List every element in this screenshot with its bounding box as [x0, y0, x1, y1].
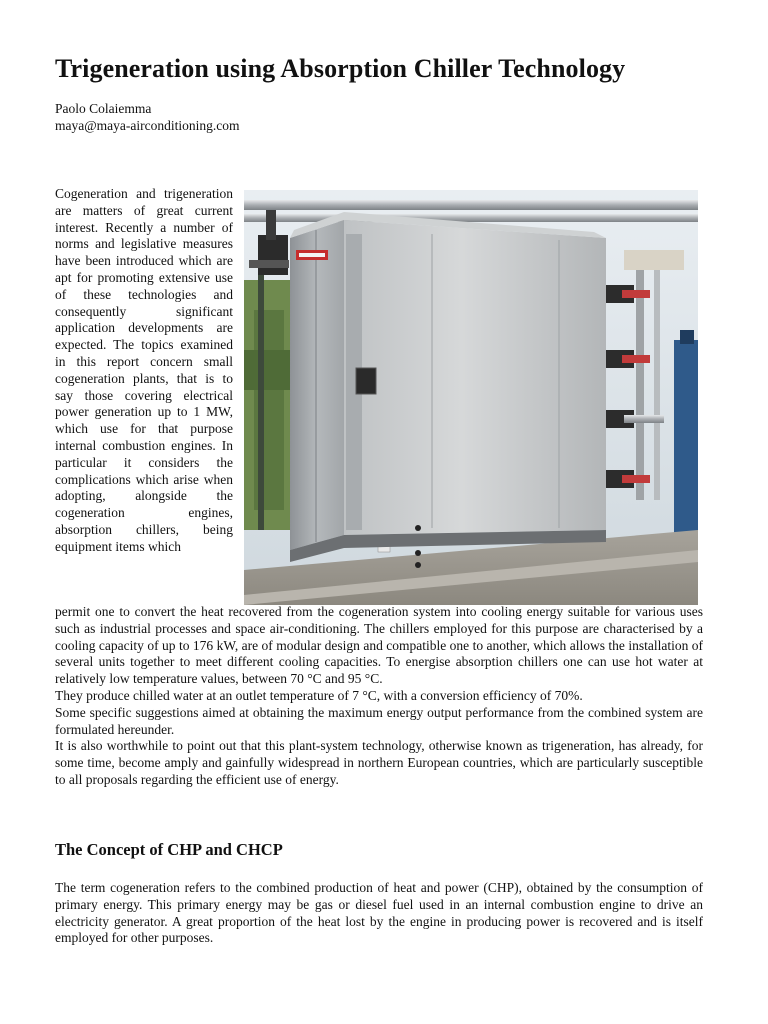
author-block [55, 100, 240, 134]
intro-wrapped-text: Cogeneration and trigeneration are matters of great current interest. Recently a number of norms and legislative measures have been introduced which are apt for promoting extensive use of these technologies and consequently significant application developments are expected. The topics examined in this report concern small cogeneration plants, that is to say those covering electrical power generation up to 1 MW, which use for that purpose internal combustion engines. In particular it considers the complications which arise when adopting, alongside the cogeneration engines, absorption chillers, being equipment items which [55, 186, 233, 554]
document-title: Trigeneration using Absorption Chiller Technology [55, 54, 626, 83]
paragraph: The term cogeneration refers to the combined production of heat and power (CHP), obtained by the consumption of primary energy. This primary energy may be gas or diesel fuel used in an internal combustion engine to drive an electricity generator. A great proportion of the heat lost by the engine in producing power is recovered and is itself employed for other purposes. [55, 880, 703, 946]
section-heading: The Concept of CHP and CHCP [55, 840, 283, 859]
section-body [55, 880, 703, 947]
author-email[interactable]: maya@maya-airconditioning.com [55, 118, 240, 133]
paragraph: It is also worthwhile to point out that this plant-system technology, otherwise known as trigeneration, has already, for some time, become amply and gainfully widespread in northern European countries, which are particularly susceptible to all proposals regarding the efficient use of energy. [55, 738, 703, 787]
paragraph: They produce chilled water at an outlet temperature of 7 °C, with a conversion efficiency of 70%. [55, 687, 583, 703]
paragraph: Some specific suggestions aimed at obtaining the maximum energy output performance from the combined system are formulated hereunder. [55, 704, 703, 737]
intro-continuation [55, 604, 703, 789]
paragraph: permit one to convert the heat recovered from the cogeneration system into cooling energy suitable for various uses such as industrial processes and space air-conditioning. The chillers employed for this purpose are characterised by a cooling capacity of up to 176 kW, are of modular design and compatible one to another, which allows the installation of several units together to meet different cooling capacities. To energise absorption chillers one can use hot water at relatively low temperature values, between 70 °C and 95 °C. [55, 604, 703, 687]
author-name: Paolo Colaiemma [55, 101, 152, 116]
absorption-chiller-photo [244, 190, 698, 605]
